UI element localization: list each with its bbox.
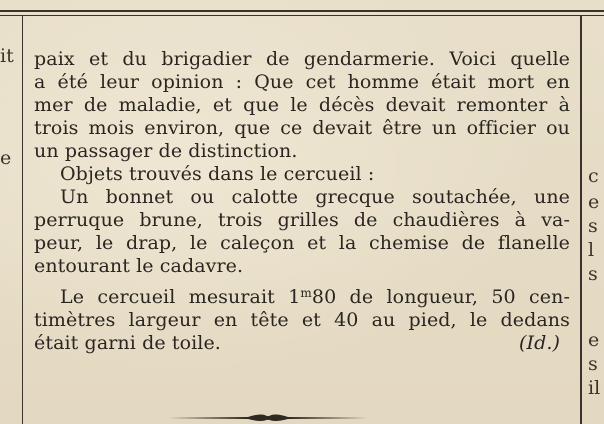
right-column-fragment: l bbox=[588, 239, 595, 261]
right-column-fragment: s bbox=[588, 215, 598, 237]
left-column-fragment: e bbox=[0, 147, 12, 169]
article-line bbox=[34, 286, 570, 309]
article-body bbox=[34, 48, 570, 355]
unit-superscript: m bbox=[300, 286, 312, 300]
article-line-last bbox=[34, 332, 570, 355]
ornament-divider bbox=[168, 410, 368, 424]
coffin-text-before: Le cercueil mesurait 1 bbox=[60, 286, 301, 308]
article-line: perruque brune, trois grilles de chaudières à va- bbox=[34, 209, 570, 231]
article-line: Un bonnet ou calotte grecque soutachée, une bbox=[60, 186, 570, 208]
top-rule-thin bbox=[0, 15, 604, 16]
right-column-fragment: il bbox=[588, 377, 601, 399]
article-line-text: était garni de toile. bbox=[34, 332, 221, 354]
article-line: un passager de distinction. bbox=[34, 140, 298, 162]
article-line: paix et du brigadier de gendarmerie. Voici quelle bbox=[34, 48, 570, 70]
right-column-fragment: e bbox=[588, 329, 600, 351]
article-line: timètres largeur en tête et 40 au pied, le dedans bbox=[34, 309, 570, 331]
right-column-fragment: s bbox=[588, 263, 598, 285]
coffin-text-after: 80 de longueur, 50 cen- bbox=[311, 286, 570, 308]
source-signature: (Id.) bbox=[518, 332, 560, 354]
column-rule-left bbox=[22, 16, 23, 424]
article-line: a été leur opinion : Que cet homme était mort en bbox=[34, 71, 570, 93]
article-line: trois mois environ, que ce devait être un officier ou bbox=[34, 117, 570, 139]
article-line: mer de maladie, et que le décès devait remonter à bbox=[34, 94, 570, 116]
top-rule bbox=[0, 10, 604, 12]
article-line: peur, le drap, le caleçon et la chemise de flanelle bbox=[34, 232, 570, 254]
section-heading: Objets trouvés dans le cercueil : bbox=[60, 163, 375, 185]
column-rule-right bbox=[580, 16, 582, 424]
right-column-fragment: c bbox=[588, 165, 599, 187]
article-line: entourant le cadavre. bbox=[34, 255, 244, 277]
left-column-fragment: it bbox=[0, 45, 14, 67]
right-column-fragment: e bbox=[588, 191, 600, 213]
right-column-fragment: s bbox=[588, 353, 598, 375]
